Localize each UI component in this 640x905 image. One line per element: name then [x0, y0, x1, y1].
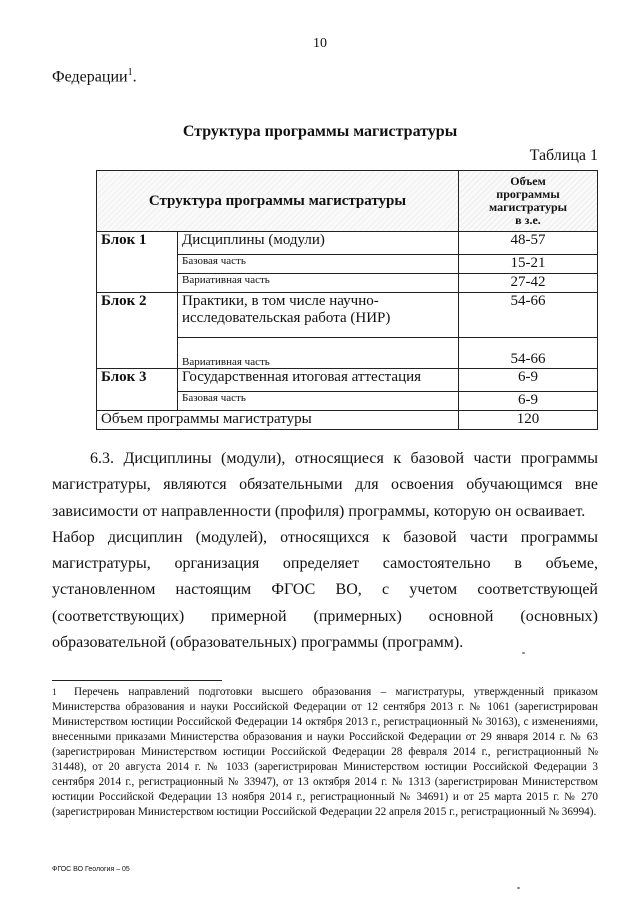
table-row	[97, 293, 598, 338]
block-name: Практики, в том числе научно-исследовательская работа (НИР)	[178, 293, 459, 338]
continuation-period: .	[132, 68, 137, 86]
header-volume-line: в з.е.	[515, 213, 541, 227]
block-label: Блок 2	[97, 293, 178, 369]
program-structure-table	[96, 170, 598, 430]
paragraph-first: 6.3. Дисциплины (модули), относящиеся к базовой части программы магистратуры, являются обязательными для освоения обучающимся вне зависимости от направленности (профиля) программы, которую он осваивает.	[52, 450, 598, 520]
document-code-label: ФГОС ВО Геология – 05	[52, 866, 130, 873]
block-value: 48-57	[459, 232, 598, 255]
table-row	[97, 232, 598, 255]
block-name: Дисциплины (модули)	[178, 232, 459, 255]
body-paragraph	[52, 446, 598, 656]
header-volume-line: программы	[496, 187, 560, 201]
sub-name: Вариативная часть	[178, 338, 459, 369]
footnote-separator	[52, 680, 222, 681]
block-value: 6-9	[459, 369, 598, 392]
total-label: Объем программы магистратуры	[97, 411, 459, 430]
block-label: Блок 3	[97, 369, 178, 411]
page-number: 10	[313, 36, 327, 51]
footnote-reference: 1	[127, 67, 133, 78]
block-label: Блок 1	[97, 232, 178, 293]
continuation-line	[52, 67, 137, 86]
table-label: Таблица 1	[529, 147, 598, 164]
block-name: Государственная итоговая аттестация	[178, 369, 459, 392]
sub-value: 54-66	[459, 338, 598, 369]
header-volume-line: магистратуры	[489, 200, 567, 214]
scan-speck	[517, 887, 520, 889]
continuation-text: Федерации	[52, 68, 128, 86]
header-volume-line: Объем	[510, 174, 546, 188]
header-structure: Структура программы магистратуры	[97, 171, 459, 232]
sub-value: 15-21	[459, 255, 598, 274]
footnote-mark: 1	[52, 687, 57, 697]
table-total-row	[97, 411, 598, 430]
header-volume	[459, 171, 598, 232]
block-value: 54-66	[459, 293, 598, 338]
sub-name: Вариативная часть	[178, 274, 459, 293]
sub-name: Базовая часть	[178, 255, 459, 274]
scan-speck	[522, 652, 525, 654]
table-title: Структура программы магистратуры	[182, 123, 458, 140]
footnote-text: Перечень направлений подготовки высшего образования – магистратуры, утвержденный приказом Министерства образования и науки Российской Федерации от 12 сентября 2013 г. № 1061 (зарегистрирован Министерством юстиции Российской Федерации 14 октября 2013 г., регистрационный № 30163), с изменениями, внесенными приказами Министерства образования и науки Российской Федерации от 29 января 2014 г. № 63 (зарегистрирован Министерством юстиции Российской Федерации 28 февраля 2014 г., регистрационный № 31448), от 20 августа 2014 г. № 1033 (зарегистрирован Министерством юстиции Российской Федерации 3 сентября 2014 г., регистрационный № 33947), от 13 октября 2014 г. № 1313 (зарегистрирован Министерством юстиции Российской Федерации 13 ноября 2014 г., регистрационный № 34691) и от 25 марта 2015 г. № 270 (зарегистрирован Министерством юстиции Российской Федерации 22 апреля 2015 г., регистрационный № 36994).	[52, 686, 598, 818]
table-row	[97, 369, 598, 392]
sub-value: 27-42	[459, 274, 598, 293]
total-value: 120	[459, 411, 598, 430]
sub-value: 6-9	[459, 392, 598, 411]
sub-name: Базовая часть	[178, 392, 459, 411]
paragraph-rest: Набор дисциплин (модулей), относящихся к базовой части программы магистратуры, организация определяет самостоятельно в объеме, установленном настоящим ФГОС ВО, с учетом соответствующей (соответствующих) примерной (примерных) основной (основных) образовательной (образовательных) программы (программ).	[52, 528, 598, 652]
footnote	[52, 685, 598, 820]
table-header-row	[97, 171, 598, 232]
